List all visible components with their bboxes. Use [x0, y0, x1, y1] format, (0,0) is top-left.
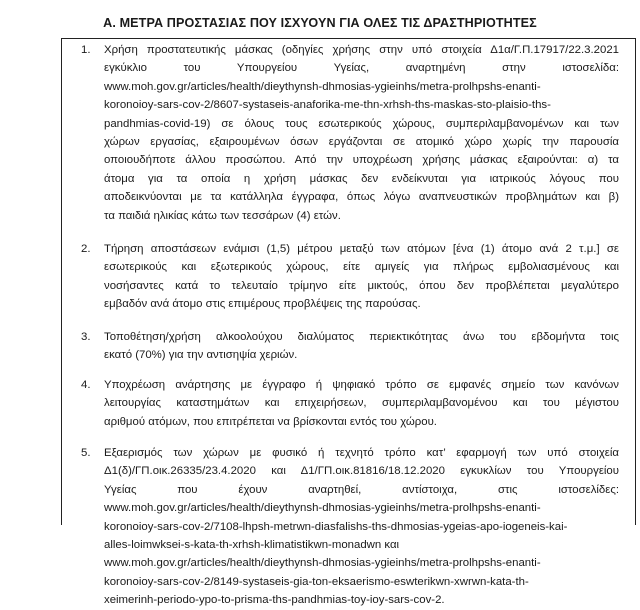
item-number: 3. — [81, 331, 91, 343]
item-text-line: τα παιδιά ηλικίας κάτω των τεσσάρων (4) ετών. — [104, 209, 341, 222]
item-text-line: Χρήση προστατευτικής μάσκας (οδηγίες χρήσης στην υπό στοιχεία Δ1α/Γ.Π.17917/22.3.2021 — [104, 44, 619, 56]
page-title: Α. ΜΕΤΡΑ ΠΡΟΣΤΑΣΙΑΣ ΠΟΥ ΙΣΧΥΟΥΝ ΓΙΑ ΟΛΕΣ ΤΙΣ ΔΡΑΣΤΗΡΙΟΤΗΤΕΣ — [103, 16, 537, 30]
item-text-line: koronoioy-sars-cov-2/8149-systaseis-gia-ton-eksaerismo-eswterikwn-xwrwn-kata-th- — [104, 575, 529, 588]
item-text-line: εκατό (70%) για την αντισηψία χεριών. — [104, 349, 298, 362]
item-text-line: Δ1(δ)/ΓΠ.οικ.26335/23.4.2020 και Δ1/ΓΠ.οικ.81816/18.12.2020 εγκυκλίων του Υπουργείου — [104, 465, 619, 478]
item-text-line: www.moh.gov.gr/articles/health/dieythynsh-dhmosias-ygieinhs/metra-prolhpshs-enanti- — [104, 502, 541, 515]
item-text-line: alles-loimwksei-s-kata-th-xrhsh-klimatistikwn-monadwn και — [104, 538, 400, 551]
item-text-line: εμβαδόν ανά άτομο στις επιμέρους προβλέψεις της παρούσας. — [104, 298, 421, 311]
item-text-line: www.moh.gov.gr/articles/health/dieythynsh-dhmosias-ygieinhs/metra-prolhpshs-enanti- — [104, 80, 541, 93]
item-number: 1. — [81, 44, 91, 56]
item-text-line: Εξαερισμός των χώρων με φυσικό ή τεχνητό τρόπο κατ’ εφαρμογή των υπό στοιχεία — [104, 447, 619, 459]
item-text-line: αποδεικνύονται με τα κατάλληλα έγγραφα, όπως λόγω αναπνευστικών προβλημάτων και β) — [104, 191, 619, 204]
item-text-line: άτομα για τα οποία η χρήση μάσκας δεν ενδείκνυται για ιατρικούς λόγους που — [104, 172, 619, 185]
item-text-line: Τήρηση αποστάσεων ενάμισι (1,5) μέτρου μεταξύ των ατόμων [ένα (1) άτομο ανά 2 τ.μ.] σε — [104, 243, 619, 255]
item-text-line: koronoioy-sars-cov-2/7108-lhpsh-metrwn-diasfalishs-ths-dhmosias-ygeias-apo-iogeneis-kai- — [104, 520, 568, 533]
item-text-line: Τοποθέτηση/χρήση αλκοολούχου διαλύματος περιεκτικότητας άνω του εβδομήντα τοις — [104, 331, 619, 343]
item-text-line: λειτουργίας καταστημάτων και επιχειρήσεων, συμπεριλαμβανομένου και του μέγιστου — [104, 397, 619, 410]
item-text-line: koronoioy-sars-cov-2/8607-systaseis-anaforika-me-thn-xrhsh-ths-maskas-sto-plaisio-ths- — [104, 99, 551, 112]
item-text-line: οποιουδήποτε άλλου προσώπου. Από την υποχρέωση χρήσης μάσκας εξαιρούνται: α) τα — [104, 154, 619, 167]
measures-table — [61, 38, 636, 607]
item-text-line: pandhmias-covid-19) σε όλους τους εσωτερικούς χώρους, συμπεριλαμβανομένων και των — [104, 117, 619, 130]
item-text-line: www.moh.gov.gr/articles/health/dieythynsh-dhmosias-ygieinhs/metra-prolhpshs-enanti- — [104, 557, 541, 570]
item-text-line: νοσήσαντες κατά το τελευταίο τρίμηνο είτε μικτούς, όπου δεν προβλέπεται μεγαλύτερο — [104, 279, 619, 292]
item-text-line: εγκύκλιο του Υπουργείου Υγείας, αναρτημένη στην ιστοσελίδα: — [104, 62, 619, 75]
item-text-line: χώρων εργασίας, εξαιρουμένων όσων εργάζονται σε ατομικό χώρο χωρίς την παρουσία — [104, 135, 619, 148]
item-number: 2. — [81, 243, 91, 255]
item-number: 4. — [81, 379, 91, 391]
item-number: 5. — [81, 447, 91, 459]
item-text-line: Υποχρέωση ανάρτησης με έγγραφο ή ψηφιακό τρόπο σε εμφανές σημείο των κανόνων — [104, 379, 619, 391]
item-text-line: xeimerinh-periodo-ypo-to-prisma-ths-pandhmias-toy-ioy-sars-cov-2. — [104, 594, 445, 607]
item-text-line: αριθμού ατόμων, που επιτρέπεται να βρίσκονται εντός του χώρου. — [104, 415, 437, 428]
item-text-line: εσωτερικούς και εξωτερικούς χώρους, είτε αμιγείς για πλήρως εμβολιασμένους και — [104, 261, 619, 274]
item-text-line: Υγείας που έχουν αναρτηθεί, αντίστοιχα, στις ιστοσελίδες: — [104, 483, 619, 496]
